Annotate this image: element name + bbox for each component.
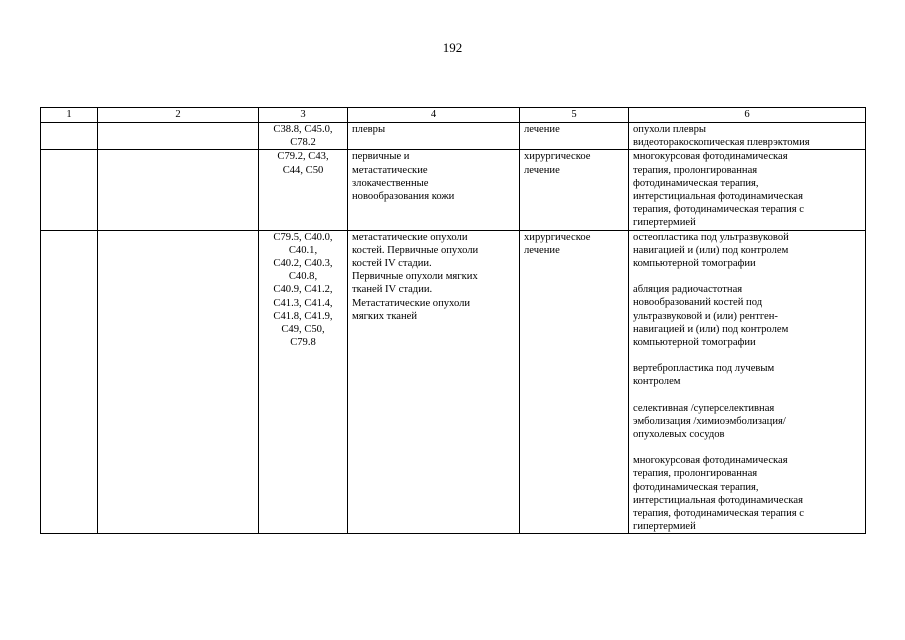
table-row bbox=[41, 150, 866, 230]
method-line: контролем bbox=[633, 376, 681, 388]
condition-line: тканей IV стадии. bbox=[352, 284, 433, 296]
condition-line: костей. Первичные опухоли bbox=[352, 244, 479, 256]
treatment-type-cell bbox=[520, 150, 629, 230]
method-line: селективная /суперселективная bbox=[633, 402, 775, 414]
method-line: фотодинамическая терапия, bbox=[633, 177, 759, 189]
condition-cell bbox=[348, 150, 520, 230]
condition-cell bbox=[348, 123, 520, 150]
treatment-type-line: лечение bbox=[524, 164, 560, 176]
method-line: терапия, пролонгированная bbox=[633, 164, 758, 176]
name-cell bbox=[98, 230, 259, 534]
codes-cell bbox=[259, 150, 348, 230]
condition-line: мягких тканей bbox=[352, 310, 418, 322]
code-line: C79.2, C43, bbox=[277, 151, 329, 163]
condition-line: новообразования кожи bbox=[352, 191, 455, 203]
code-line: C78.2 bbox=[290, 137, 316, 149]
method-line: опухоли плевры bbox=[633, 124, 706, 135]
table-row bbox=[41, 123, 866, 150]
code-line: C38.8, C45.0, bbox=[273, 124, 333, 135]
header-cell-2: 2 bbox=[98, 108, 259, 123]
method-line: гипертермией bbox=[633, 521, 696, 533]
method-line: терапия, пролонгированная bbox=[633, 468, 758, 480]
method-line: компьютерной томографии bbox=[633, 337, 756, 349]
treatment-type-line: хирургическое bbox=[524, 231, 591, 243]
header-cell-5: 5 bbox=[520, 108, 629, 123]
code-line: C79.5, C40.0, bbox=[273, 231, 333, 243]
number-cell bbox=[41, 123, 98, 150]
header-cell-3: 3 bbox=[259, 108, 348, 123]
method-line: навигацией и (или) под контролем bbox=[633, 323, 789, 335]
treatment-type-cell bbox=[520, 123, 629, 150]
method-line: компьютерной томографии bbox=[633, 258, 756, 270]
code-line: C40.8, bbox=[288, 271, 318, 283]
condition-line: плевры bbox=[352, 124, 386, 135]
header-row bbox=[41, 108, 866, 123]
method-line: гипертермией bbox=[633, 217, 696, 229]
method-line: интерстициальная фотодинамическая bbox=[633, 494, 803, 506]
condition-line: злокачественные bbox=[352, 177, 429, 189]
header-cell-6: 6 bbox=[629, 108, 866, 123]
method-line: эмболизация /химиоэмболизация/ bbox=[633, 415, 786, 427]
condition-line: Метастатические опухоли bbox=[352, 297, 471, 309]
condition-line: первичные и bbox=[352, 151, 410, 163]
condition-cell bbox=[348, 230, 520, 534]
methods-cell bbox=[629, 230, 866, 534]
code-line: C41.3, C41.4, bbox=[273, 297, 333, 309]
method-paragraph bbox=[633, 231, 861, 271]
header-cell-4: 4 bbox=[348, 108, 520, 123]
method-line: навигацией и (или) под контролем bbox=[633, 244, 789, 256]
header-cell-1: 1 bbox=[41, 108, 98, 123]
condition-line: метастатические bbox=[352, 164, 428, 176]
code-line: C79.8 bbox=[290, 337, 316, 349]
methods-cell bbox=[629, 123, 866, 150]
code-line: C40.2, C40.3, bbox=[273, 258, 333, 270]
method-line: видеоторакоскопическая плеврэктомия bbox=[633, 137, 810, 149]
table-row bbox=[41, 230, 866, 534]
codes-cell bbox=[259, 123, 348, 150]
method-line: фотодинамическая терапия, bbox=[633, 481, 759, 493]
name-cell bbox=[98, 123, 259, 150]
name-cell bbox=[98, 150, 259, 230]
method-line: многокурсовая фотодинамическая bbox=[633, 151, 788, 163]
method-line: вертебропластика под лучевым bbox=[633, 363, 775, 375]
number-cell bbox=[41, 230, 98, 534]
code-line: C40.1, bbox=[288, 244, 318, 256]
paragraph-gap bbox=[633, 441, 861, 454]
method-paragraph bbox=[633, 283, 861, 349]
method-line: ультразвуковой и (или) рентген- bbox=[633, 310, 778, 322]
number-cell bbox=[41, 150, 98, 230]
method-paragraph bbox=[633, 362, 861, 388]
method-line: остеопластика под ультразвуковой bbox=[633, 231, 789, 243]
treatment-type-line: лечение bbox=[524, 244, 560, 256]
method-paragraph bbox=[633, 454, 861, 533]
treatment-type-cell bbox=[520, 230, 629, 534]
paragraph-gap bbox=[633, 349, 861, 362]
treatment-type-line: лечение bbox=[524, 124, 560, 135]
code-line: C41.8, C41.9, bbox=[273, 310, 333, 322]
condition-line: костей IV стадии. bbox=[352, 258, 432, 270]
method-line: многокурсовая фотодинамическая bbox=[633, 455, 788, 467]
procedures-table bbox=[40, 107, 866, 534]
condition-line: Первичные опухоли мягких bbox=[352, 271, 478, 283]
method-line: опухолевых сосудов bbox=[633, 429, 725, 441]
method-line: абляция радиочастотная bbox=[633, 284, 743, 296]
method-line: интерстициальная фотодинамическая bbox=[633, 191, 803, 203]
method-line: новообразований костей под bbox=[633, 297, 763, 309]
method-line: терапия, фотодинамическая терапия с bbox=[633, 204, 804, 216]
paragraph-gap bbox=[633, 270, 861, 283]
method-paragraph bbox=[633, 402, 861, 442]
codes-cell bbox=[259, 230, 348, 534]
page-number: 192 bbox=[442, 40, 463, 55]
code-line: C44, C50 bbox=[282, 164, 324, 176]
method-line: терапия, фотодинамическая терапия с bbox=[633, 508, 804, 520]
methods-cell bbox=[629, 150, 866, 230]
code-line: C49, C50, bbox=[281, 324, 325, 336]
condition-line: метастатические опухоли bbox=[352, 231, 468, 243]
treatment-type-line: хирургическое bbox=[524, 151, 591, 163]
code-line: C40.9, C41.2, bbox=[273, 284, 333, 296]
paragraph-gap bbox=[633, 389, 861, 402]
